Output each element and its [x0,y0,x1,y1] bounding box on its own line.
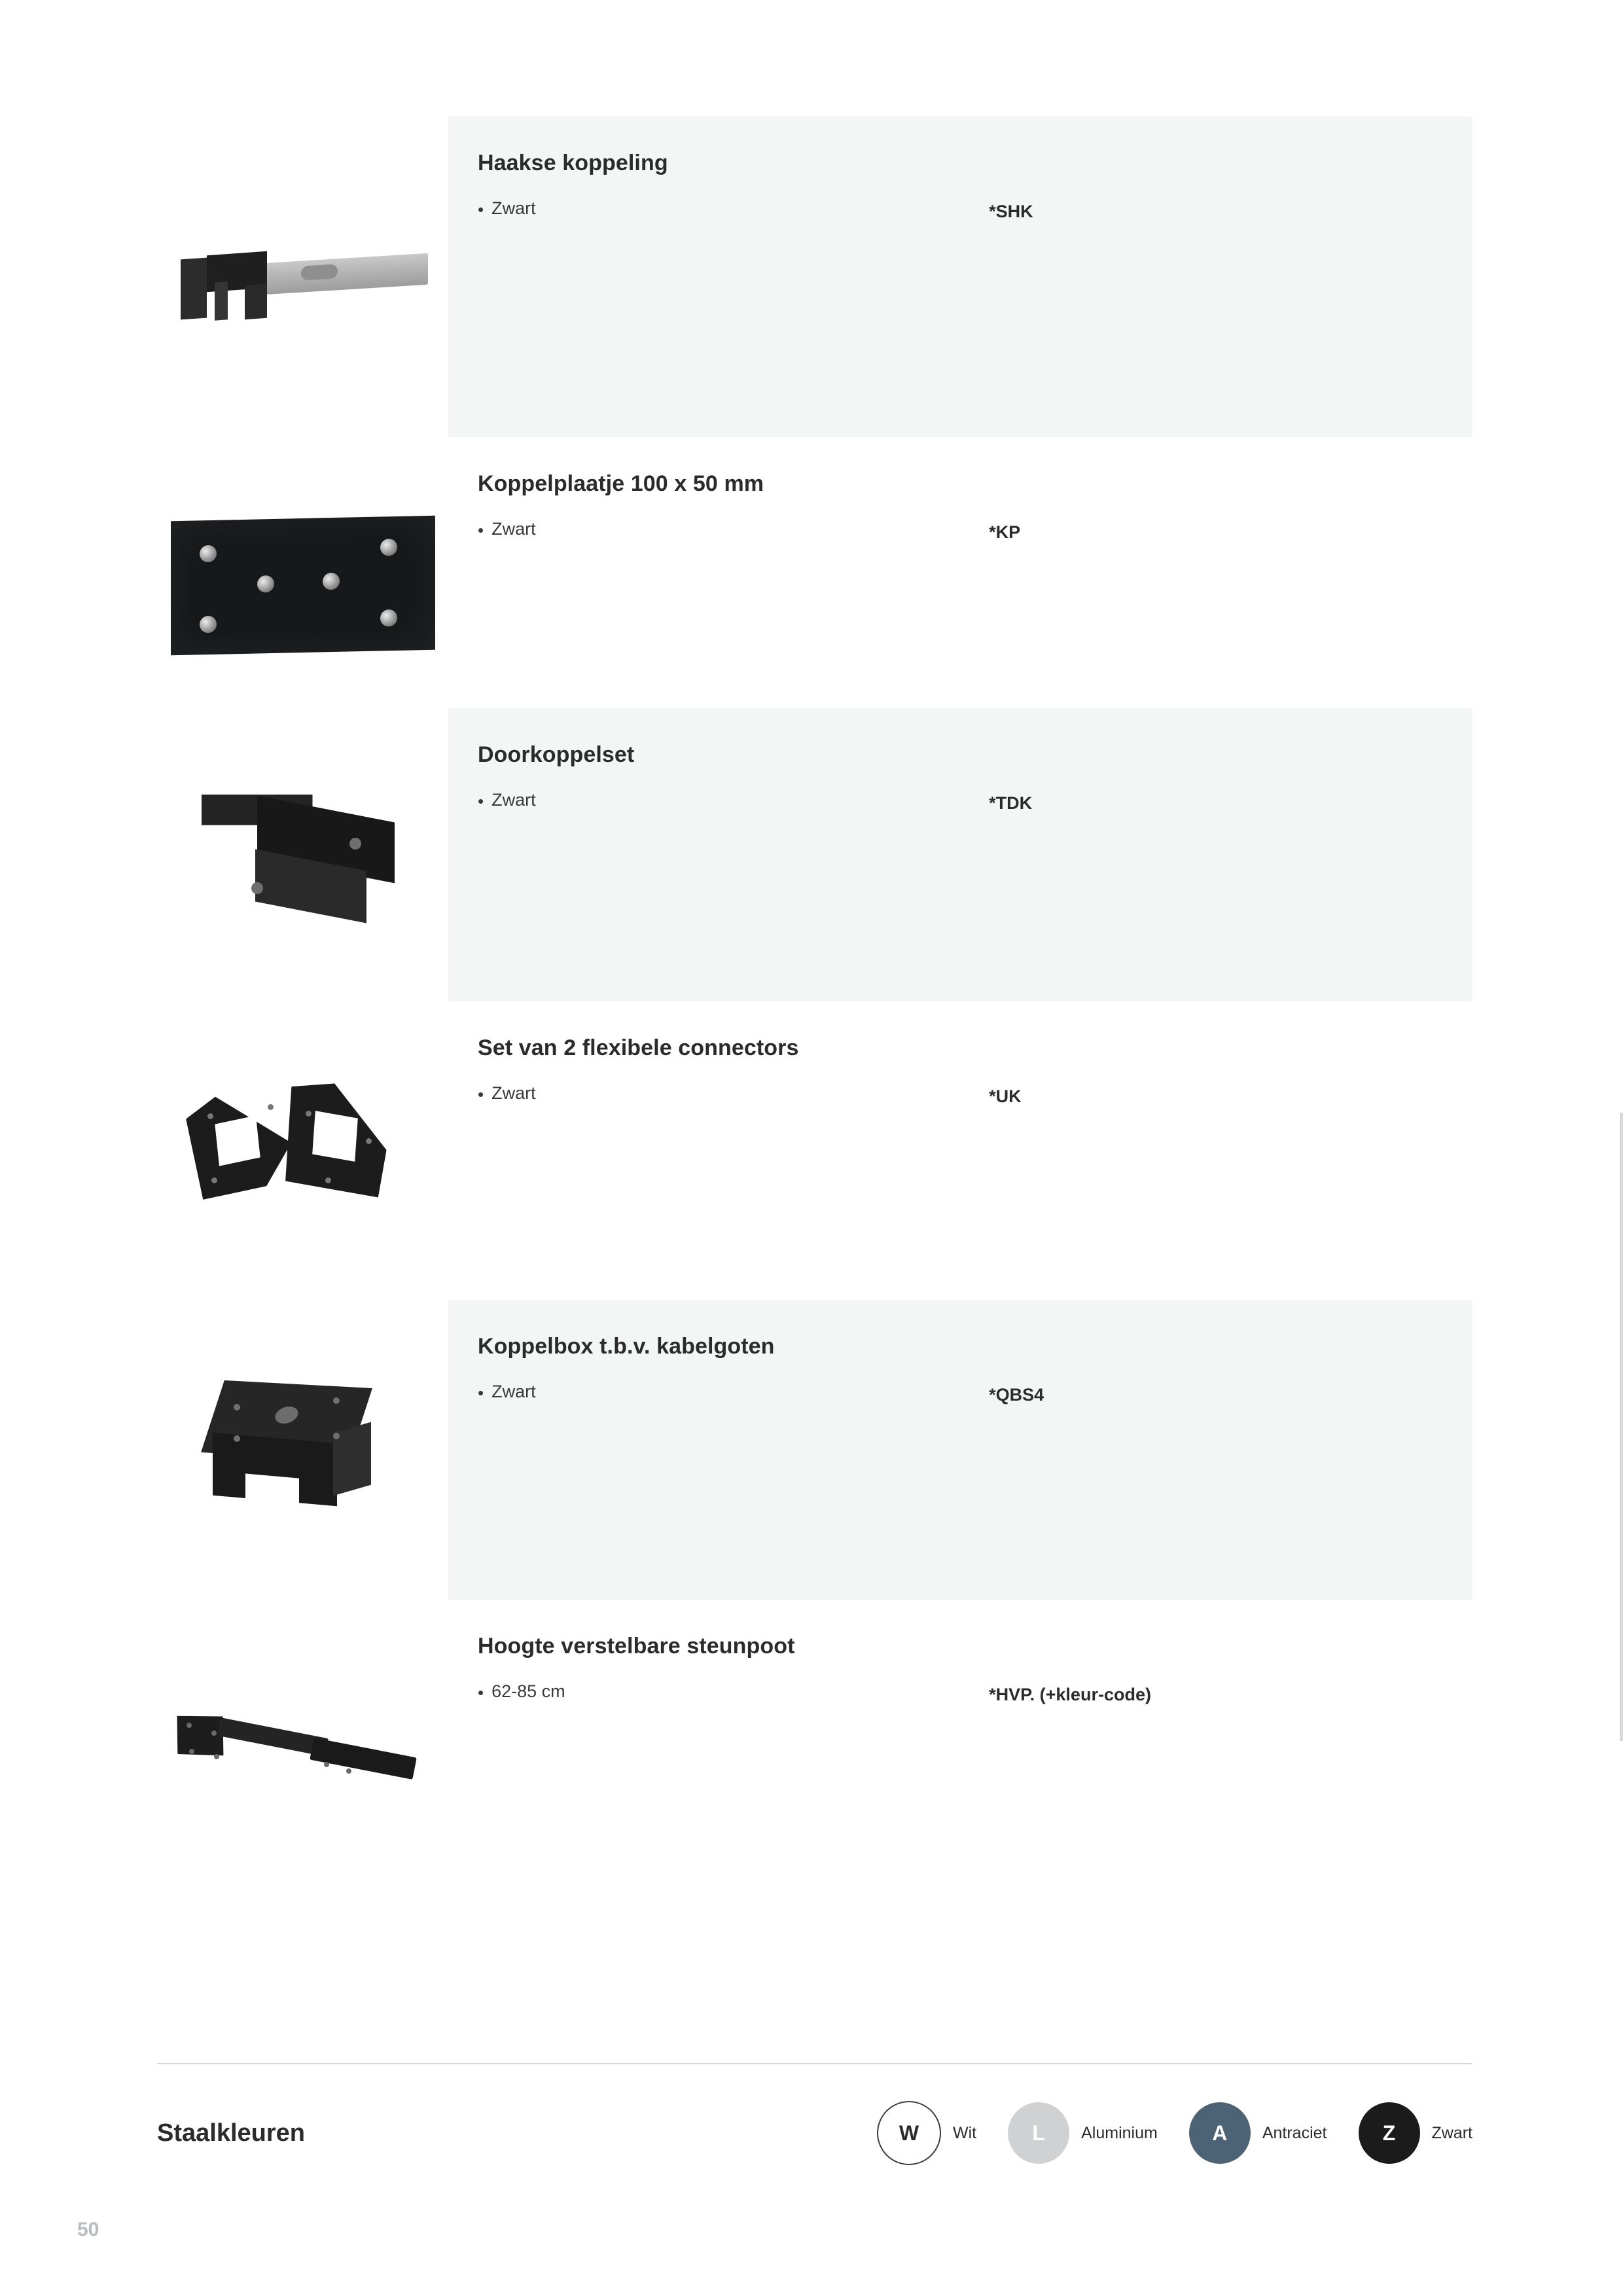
product-code: *QBS4 [989,1385,1044,1405]
product-spec-line [478,790,1472,817]
swatch-label-l: Aluminium [1081,2123,1158,2142]
product-text-cell [448,1300,1472,1600]
product-image-cell [157,1600,448,1874]
page-edge-marker [1620,1113,1623,1741]
product-title: Koppelbox t.b.v. kabelgoten [478,1334,775,1359]
steel-colors-legend [846,2101,1472,2165]
flexible-connectors-image [185,1073,421,1210]
product-title: Set van 2 flexibele connectors [478,1035,799,1060]
product-image-cell [157,1001,448,1282]
product-row [157,117,1472,437]
product-title: Koppelplaatje 100 x 50 mm [478,471,764,496]
product-text-cell [448,117,1472,437]
product-code: *KP [989,522,1021,542]
product-code: *HVP. (+kleur-code) [989,1685,1151,1704]
product-row [157,437,1472,733]
product-spec-line [478,1083,1472,1110]
swatch-label-z: Zwart [1431,2123,1472,2142]
product-code: *SHK [989,202,1033,221]
bullet-icon: • [478,1085,484,1104]
swatch-label-w: Wit [953,2123,977,2142]
product-spec-line [478,1382,1472,1408]
bullet-icon: • [478,200,484,219]
bullet-icon: • [478,520,484,540]
product-text-cell [448,1600,1472,1874]
swatch-circle-z: Z [1359,2102,1420,2164]
product-spec-line [478,1681,1472,1708]
product-row [157,1300,1472,1600]
adjustable-support-leg-image [172,1685,434,1789]
footer [157,2101,1472,2165]
through-coupling-set-image [195,783,411,927]
product-spec: Zwart [491,519,536,539]
product-spec: Zwart [491,790,536,810]
swatch-circle-a: A [1189,2102,1251,2164]
product-image-cell [157,437,448,733]
product-row [157,1001,1472,1282]
product-spec: Zwart [491,198,536,218]
color-swatch-wit[interactable] [877,2101,976,2165]
product-code: *UK [989,1086,1022,1106]
product-code: *TDK [989,793,1033,813]
bullet-icon: • [478,791,484,811]
product-row [157,708,1472,1001]
product-spec: Zwart [491,1382,536,1401]
product-spec: 62-85 cm [491,1681,565,1701]
swatch-circle-l: L [1008,2102,1069,2164]
product-title: Haakse koppeling [478,151,668,175]
coupling-plate-image [171,515,435,655]
color-swatch-aluminium[interactable] [1008,2102,1158,2164]
page-number: 50 [77,2219,99,2240]
product-title: Hoogte verstelbare steunpoot [478,1634,795,1659]
color-swatch-antraciet[interactable] [1189,2102,1327,2164]
swatch-label-a: Antraciet [1262,2123,1327,2142]
product-image-cell [157,1300,448,1600]
color-swatch-zwart[interactable] [1359,2102,1473,2164]
product-spec-line [478,198,1472,225]
product-spec-line [478,519,1472,546]
bullet-icon: • [478,1383,484,1403]
product-title: Doorkoppelset [478,742,635,767]
swatch-circle-w: W [877,2101,941,2165]
product-text-cell [448,437,1472,733]
product-row [157,1600,1472,1874]
bullet-icon: • [478,1683,484,1702]
product-image-cell [157,117,448,437]
product-text-cell [448,708,1472,1001]
product-image-cell [157,708,448,1001]
footer-title: Staalkleuren [157,2119,305,2147]
footer-divider [157,2063,1472,2064]
coupling-box-image [205,1378,401,1522]
angle-coupling-image [175,224,431,329]
product-spec: Zwart [491,1083,536,1103]
product-text-cell [448,1001,1472,1282]
